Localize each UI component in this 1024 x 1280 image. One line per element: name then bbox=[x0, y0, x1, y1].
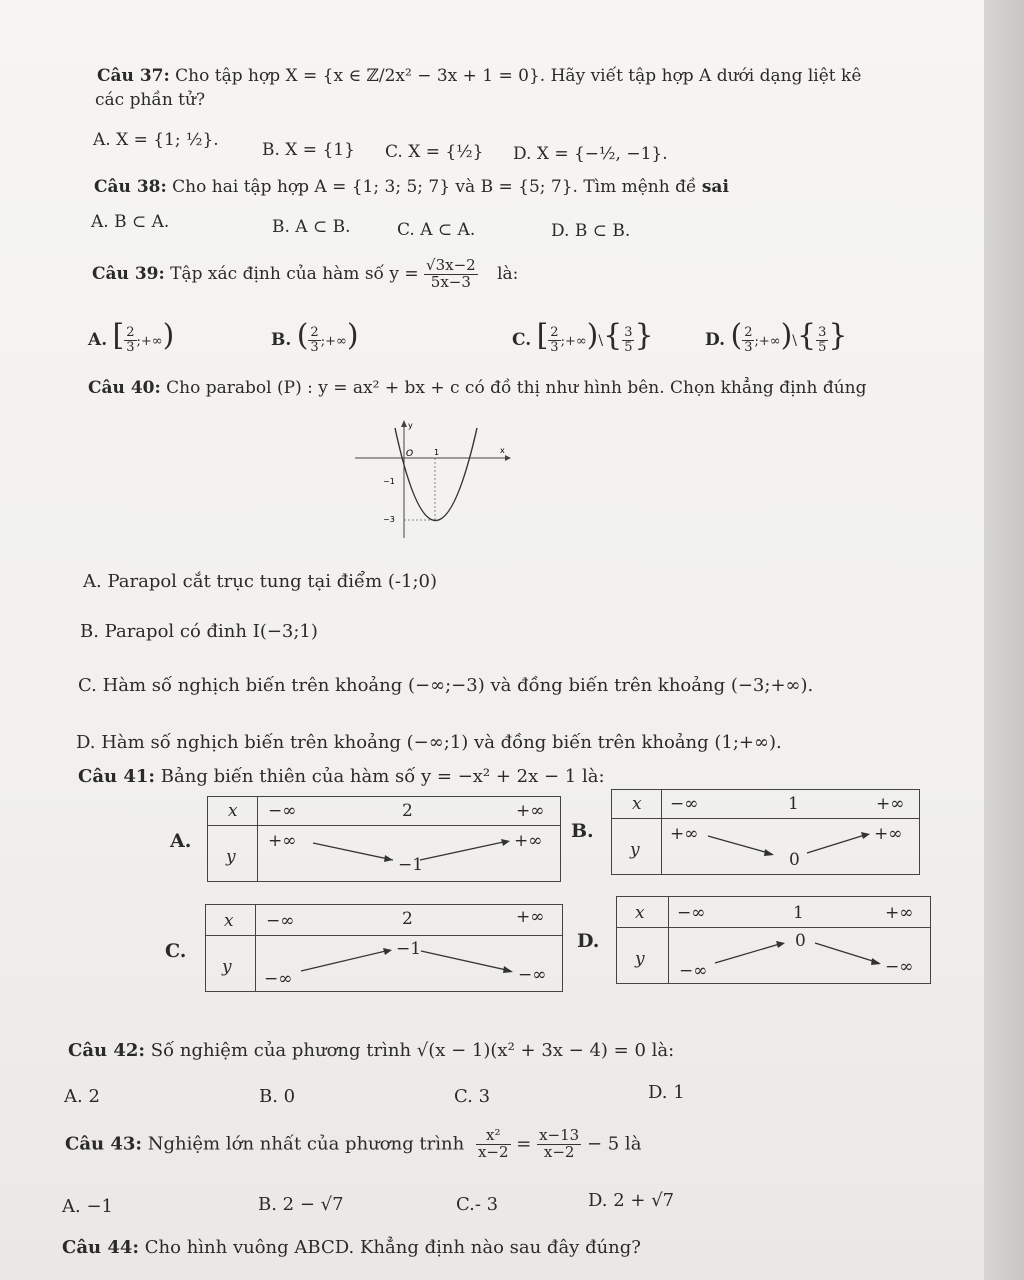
q39-b-label: B. bbox=[271, 330, 292, 350]
q43-label: Câu 43: bbox=[65, 1133, 143, 1155]
q39-d-num: 2 bbox=[744, 325, 753, 341]
q40-option-a: A. Parapol cắt trục tung tại điểm (-1;0) bbox=[83, 571, 437, 592]
table-b-y-1: +∞ bbox=[670, 824, 699, 844]
q39-tail: là: bbox=[497, 263, 519, 284]
q40-option-c: C. Hàm số nghịch biến trên khoảng (−∞;−3) và đồng biến trên khoảng (−3;+∞). bbox=[78, 675, 814, 696]
q43-text: Nghiệm lớn nhất của phương trình bbox=[147, 1133, 465, 1155]
table-b bbox=[611, 789, 920, 875]
x-axis-arrow bbox=[505, 455, 511, 461]
q39-option-c: C. [ $\frac{2}{3}$ ;+∞)\{ $\frac{3}{5}$ } bbox=[512, 318, 654, 355]
q42-label: Câu 42: bbox=[68, 1040, 146, 1061]
q44-label: Câu 44: bbox=[62, 1237, 140, 1258]
table-a-x-1: −∞ bbox=[268, 801, 297, 821]
q39-label: Câu 39: bbox=[92, 263, 165, 284]
table-a-y-header: y bbox=[226, 847, 236, 867]
q37-option-b: B. X = {1} bbox=[262, 140, 355, 160]
graph-origin: O bbox=[406, 449, 414, 459]
graph-x-label: x bbox=[500, 446, 505, 455]
q43-fraction-2 bbox=[537, 1128, 581, 1161]
q44-text: Cho hình vuông ABCD. Khẳng định nào sau đây đúng? bbox=[144, 1237, 641, 1258]
q39-d-den: 3 bbox=[744, 340, 753, 355]
table-c-arrows bbox=[206, 905, 564, 993]
table-d-x-2: 1 bbox=[793, 903, 804, 923]
q43-option-d: D. 2 + √7 bbox=[588, 1190, 675, 1211]
q38-option-c: C. A ⊂ A. bbox=[397, 220, 476, 240]
q39-d-label: D. bbox=[705, 330, 726, 350]
q39-text: Tập xác định của hàm số y = bbox=[170, 263, 419, 284]
q40-line bbox=[88, 378, 866, 398]
q38-label: Câu 38: bbox=[94, 177, 167, 197]
q41-line bbox=[78, 766, 605, 787]
table-c-option: C. bbox=[165, 940, 187, 962]
q41-label: Câu 41: bbox=[78, 766, 156, 787]
q39-fraction bbox=[424, 258, 478, 291]
table-a-arrows bbox=[208, 797, 562, 883]
q43-option-c: C.- 3 bbox=[456, 1194, 499, 1215]
q39-a-label: A. bbox=[88, 330, 108, 350]
table-a-y-1: +∞ bbox=[268, 831, 297, 851]
q43-f2-num: x−13 bbox=[539, 1126, 580, 1144]
table-b-y-3: +∞ bbox=[874, 824, 903, 844]
q42-text: Số nghiệm của phương trình √(x − 1)(x² + 3x − 4) = 0 là: bbox=[150, 1040, 675, 1061]
q39-numerator: √3x−2 bbox=[426, 256, 476, 274]
table-c-y-header: y bbox=[222, 957, 232, 977]
q39-c-den2: 5 bbox=[624, 340, 633, 355]
table-b-x-2: 1 bbox=[788, 794, 799, 814]
table-c-x-header: x bbox=[224, 911, 234, 931]
q38-line bbox=[94, 177, 729, 197]
q39-c-den: 3 bbox=[550, 340, 559, 355]
q42-line bbox=[68, 1040, 674, 1061]
table-b-x-3: +∞ bbox=[876, 794, 905, 814]
q39-a-num: 2 bbox=[126, 325, 135, 341]
q42-option-a: A. 2 bbox=[64, 1086, 100, 1107]
background-edge bbox=[984, 0, 1024, 1280]
q40-option-d: D. Hàm số nghịch biến trên khoảng (−∞;1) và đồng biến trên khoảng (1;+∞). bbox=[76, 732, 782, 753]
q37-line1 bbox=[97, 66, 861, 86]
q37-option-a: A. X = {1; ½}. bbox=[93, 130, 219, 150]
q38-emphasis: sai bbox=[701, 177, 729, 197]
q39-option-a: A. [ $\frac{2}{3}$ ;+∞) bbox=[88, 318, 175, 355]
q43-f2-den: x−2 bbox=[543, 1142, 575, 1161]
y-axis-arrow bbox=[401, 420, 407, 427]
table-d-arrows bbox=[617, 897, 932, 985]
table-b-y-header: y bbox=[630, 840, 640, 860]
table-c-x-1: −∞ bbox=[266, 911, 295, 931]
table-d-option: D. bbox=[577, 930, 600, 952]
q38-option-d: D. B ⊂ B. bbox=[551, 221, 631, 241]
q38-text: Cho hai tập hợp A = {1; 3; 5; 7} và B = {5; 7}. Tìm mệnh đề bbox=[172, 177, 697, 197]
q42-option-c: C. 3 bbox=[454, 1086, 491, 1107]
table-b-x-1: −∞ bbox=[670, 794, 699, 814]
table-b-x-header: x bbox=[632, 794, 642, 814]
table-d-x-3: +∞ bbox=[885, 903, 914, 923]
q42-option-b: B. 0 bbox=[259, 1086, 296, 1107]
table-a-y-3: +∞ bbox=[514, 831, 543, 851]
table-d bbox=[616, 896, 931, 984]
parabola-curve bbox=[395, 428, 477, 521]
q43-fraction-1 bbox=[476, 1128, 511, 1161]
table-c-x-3: +∞ bbox=[516, 907, 545, 927]
table-c-y-2: −1 bbox=[396, 939, 422, 959]
q40-label: Câu 40: bbox=[88, 378, 161, 398]
q43-line: Câu 43: Nghiệm lớn nhất của phương trình $\frac{\text{x²}}{x-2}$ = $\frac{x-13}{x-2}$ − 5 là bbox=[65, 1126, 642, 1161]
q37-text2: các phần tử? bbox=[95, 90, 206, 110]
q37-text: Cho tập hợp X = {x ∈ ℤ/2x² − 3x + 1 = 0}. Hãy viết tập hợp A dưới dạng liệt kê bbox=[175, 66, 862, 86]
q39-d-den2: 5 bbox=[818, 340, 827, 355]
table-a-y-2: −1 bbox=[398, 855, 424, 875]
table-a-x-3: +∞ bbox=[516, 801, 545, 821]
parabola-graph bbox=[355, 418, 515, 543]
table-d-y-1: −∞ bbox=[679, 961, 708, 981]
table-a-x-2: 2 bbox=[402, 801, 413, 821]
q39-option-b: B. ( $\frac{2}{3}$ ;+∞) bbox=[271, 318, 359, 355]
table-a-option: A. bbox=[170, 830, 192, 852]
table-c bbox=[205, 904, 563, 992]
q39-c-num2: 3 bbox=[624, 325, 633, 341]
q38-option-b: B. A ⊂ B. bbox=[272, 217, 351, 237]
q39-denominator: 5x−3 bbox=[430, 272, 471, 291]
q37-option-c: C. X = {½} bbox=[385, 142, 484, 162]
table-d-x-header: x bbox=[635, 903, 645, 923]
table-a bbox=[207, 796, 561, 882]
q39-b-den: 3 bbox=[310, 340, 319, 355]
q43-f1-den: x−2 bbox=[477, 1142, 509, 1161]
q44-line bbox=[62, 1237, 641, 1258]
q39-c-inf: ;+∞ bbox=[560, 334, 587, 349]
q39-b-inf: ;+∞ bbox=[320, 334, 347, 349]
table-b-arrows bbox=[612, 790, 921, 876]
q38-option-a: A. B ⊂ A. bbox=[91, 212, 170, 232]
q39-c-num: 2 bbox=[550, 325, 559, 341]
table-c-y-3: −∞ bbox=[518, 965, 547, 985]
q43-option-b: B. 2 − √7 bbox=[258, 1194, 344, 1215]
table-d-y-header: y bbox=[635, 949, 645, 969]
q41-text: Bảng biến thiên của hàm số y = −x² + 2x − 1 là: bbox=[160, 766, 605, 787]
table-d-x-1: −∞ bbox=[677, 903, 706, 923]
q39-d-inf: ;+∞ bbox=[754, 334, 781, 349]
q39-line bbox=[92, 258, 518, 291]
q39-b-num: 2 bbox=[310, 325, 319, 341]
q40-text: Cho parabol (P) : y = ax² + bx + c có đồ thị như hình bên. Chọn khẳng định đúng bbox=[166, 378, 867, 398]
graph-tick-1: 1 bbox=[434, 448, 440, 457]
graph-y-label: y bbox=[408, 421, 413, 430]
q39-c-label: C. bbox=[512, 330, 532, 350]
table-d-y-3: −∞ bbox=[885, 957, 914, 977]
q43-f1-num: x² bbox=[476, 1128, 511, 1145]
graph-tick-m3: −3 bbox=[383, 515, 395, 524]
q39-d-num2: 3 bbox=[818, 325, 827, 341]
table-c-y-1: −∞ bbox=[264, 969, 293, 989]
table-a-x-header: x bbox=[228, 801, 238, 821]
q40-option-b: B. Parapol có đinh I(−3;1) bbox=[80, 621, 318, 642]
table-b-y-2: 0 bbox=[789, 850, 800, 870]
q42-option-d: D. 1 bbox=[648, 1082, 685, 1103]
q37-option-d: D. X = {−½, −1}. bbox=[513, 144, 668, 164]
table-b-option: B. bbox=[571, 820, 594, 842]
q43-tail: − 5 là bbox=[586, 1133, 642, 1155]
q39-a-inf: ;+∞ bbox=[136, 334, 163, 349]
q39-a-den: 3 bbox=[126, 340, 135, 355]
q39-option-d: D. ( $\frac{2}{3}$ ;+∞)\{ $\frac{3}{5}$ } bbox=[705, 318, 848, 355]
table-c-x-2: 2 bbox=[402, 909, 413, 929]
q37-label: Câu 37: bbox=[97, 66, 170, 86]
graph-tick-m1: −1 bbox=[383, 477, 395, 486]
q43-option-a: A. −1 bbox=[62, 1196, 113, 1217]
table-d-y-2: 0 bbox=[795, 931, 806, 951]
